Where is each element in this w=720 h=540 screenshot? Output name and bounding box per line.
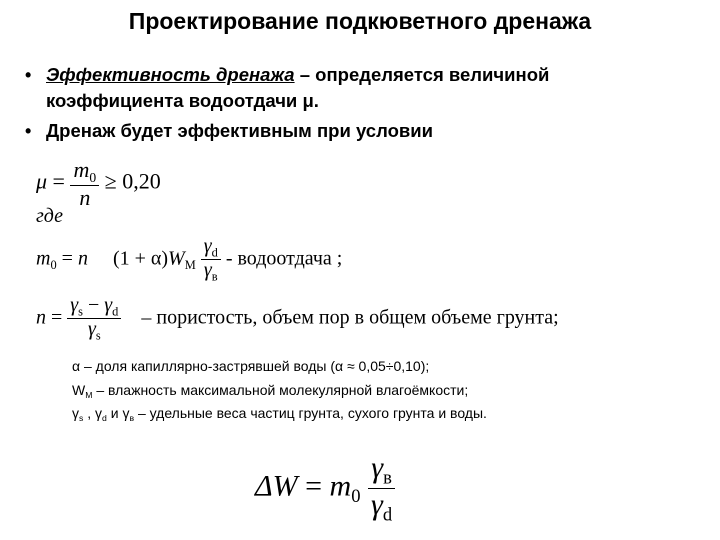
numerator: γ [371, 451, 384, 484]
paren-term: (1 + α) [112, 247, 169, 270]
gamma-v-sub: в [129, 413, 135, 424]
bullet-marker: • [25, 121, 32, 141]
equals-sign: = [51, 306, 63, 329]
gamma-d: γ [104, 294, 113, 316]
w-sub: M [85, 390, 93, 401]
gamma-v: γ [122, 405, 130, 421]
legend-text: – удельные веса частиц грунта, сухого грунта и воды. [134, 405, 487, 421]
gamma-s-sub: s [79, 413, 84, 424]
denominator-sub: s [95, 328, 101, 343]
w-sub: M [184, 257, 196, 272]
bullet-1-rest: – определяется величиной [294, 64, 550, 85]
numerator-sub: 0 [89, 169, 97, 185]
m0-sub: 0 [351, 485, 361, 507]
denominator: γ [371, 488, 383, 522]
legend-text: – доля капиллярно-застрявшей воды (α ≈ 0,05÷0,10); [80, 358, 430, 374]
denominator: γ [87, 318, 96, 341]
bullet-2-text: Дренаж будет эффективным при условии [46, 120, 434, 141]
page-title: Проектирование подкюветного дренажа [128, 8, 592, 34]
bullet-marker: • [25, 65, 32, 85]
gamma-s-sub: s [78, 304, 83, 319]
fraction [67, 295, 121, 343]
denominator-sub: d [382, 504, 393, 526]
legend-wm [72, 382, 468, 400]
formula-caption: - водоотдача ; [225, 247, 343, 270]
bullet-1-line-1 [46, 64, 549, 86]
fraction [368, 452, 395, 525]
legend-text: – влажность максимальной молекулярной влагоёмкости; [92, 382, 469, 398]
numerator: m [73, 157, 90, 182]
gamma-d-sub: d [102, 413, 107, 424]
denominator: n [79, 185, 91, 211]
w-symbol: W [72, 382, 86, 398]
m0-symbol: m [329, 469, 352, 503]
numerator: γ [203, 235, 212, 257]
formula-water-yield [36, 236, 342, 284]
separator: , [83, 405, 96, 421]
minus-sign: − [88, 294, 100, 316]
equals-sign: = [305, 469, 323, 503]
numerator-sub: в [383, 467, 392, 489]
formula-delta-w [255, 452, 395, 525]
bullet-1-line-2: коэффициента водоотдачи μ. [46, 90, 319, 111]
mu-symbol: μ [36, 168, 48, 194]
bullet-1-term: Эффективность дренажа [46, 64, 295, 85]
where-label: где [36, 205, 64, 227]
n-symbol: n [77, 247, 88, 270]
alpha-symbol: α [72, 358, 81, 374]
formula-porosity [36, 295, 559, 343]
n-symbol: n [36, 306, 46, 329]
fraction [70, 158, 99, 209]
legend-gammas [72, 405, 487, 423]
legend-alpha [72, 358, 429, 374]
delta-w: ΔW [255, 469, 298, 503]
m0-sub: 0 [50, 257, 57, 272]
m0-symbol: m [36, 247, 51, 270]
gamma-d: γ [95, 405, 103, 421]
relation: ≥ 0,20 [104, 168, 161, 194]
denominator-sub: в [211, 269, 218, 284]
conjunction: и [106, 405, 123, 421]
w-symbol: W [168, 247, 185, 270]
fraction [201, 236, 221, 284]
numerator-sub: d [211, 245, 218, 260]
gamma-s: γ [70, 294, 79, 316]
denominator: γ [203, 259, 212, 282]
equals-sign: = [61, 247, 73, 270]
formula-caption: – пористость, объем пор в общем объеме грунта; [141, 306, 559, 329]
gamma-s: γ [72, 405, 79, 421]
equals-sign: = [52, 168, 65, 194]
gamma-d-sub: d [112, 304, 119, 319]
formula-efficiency-condition [36, 158, 161, 209]
